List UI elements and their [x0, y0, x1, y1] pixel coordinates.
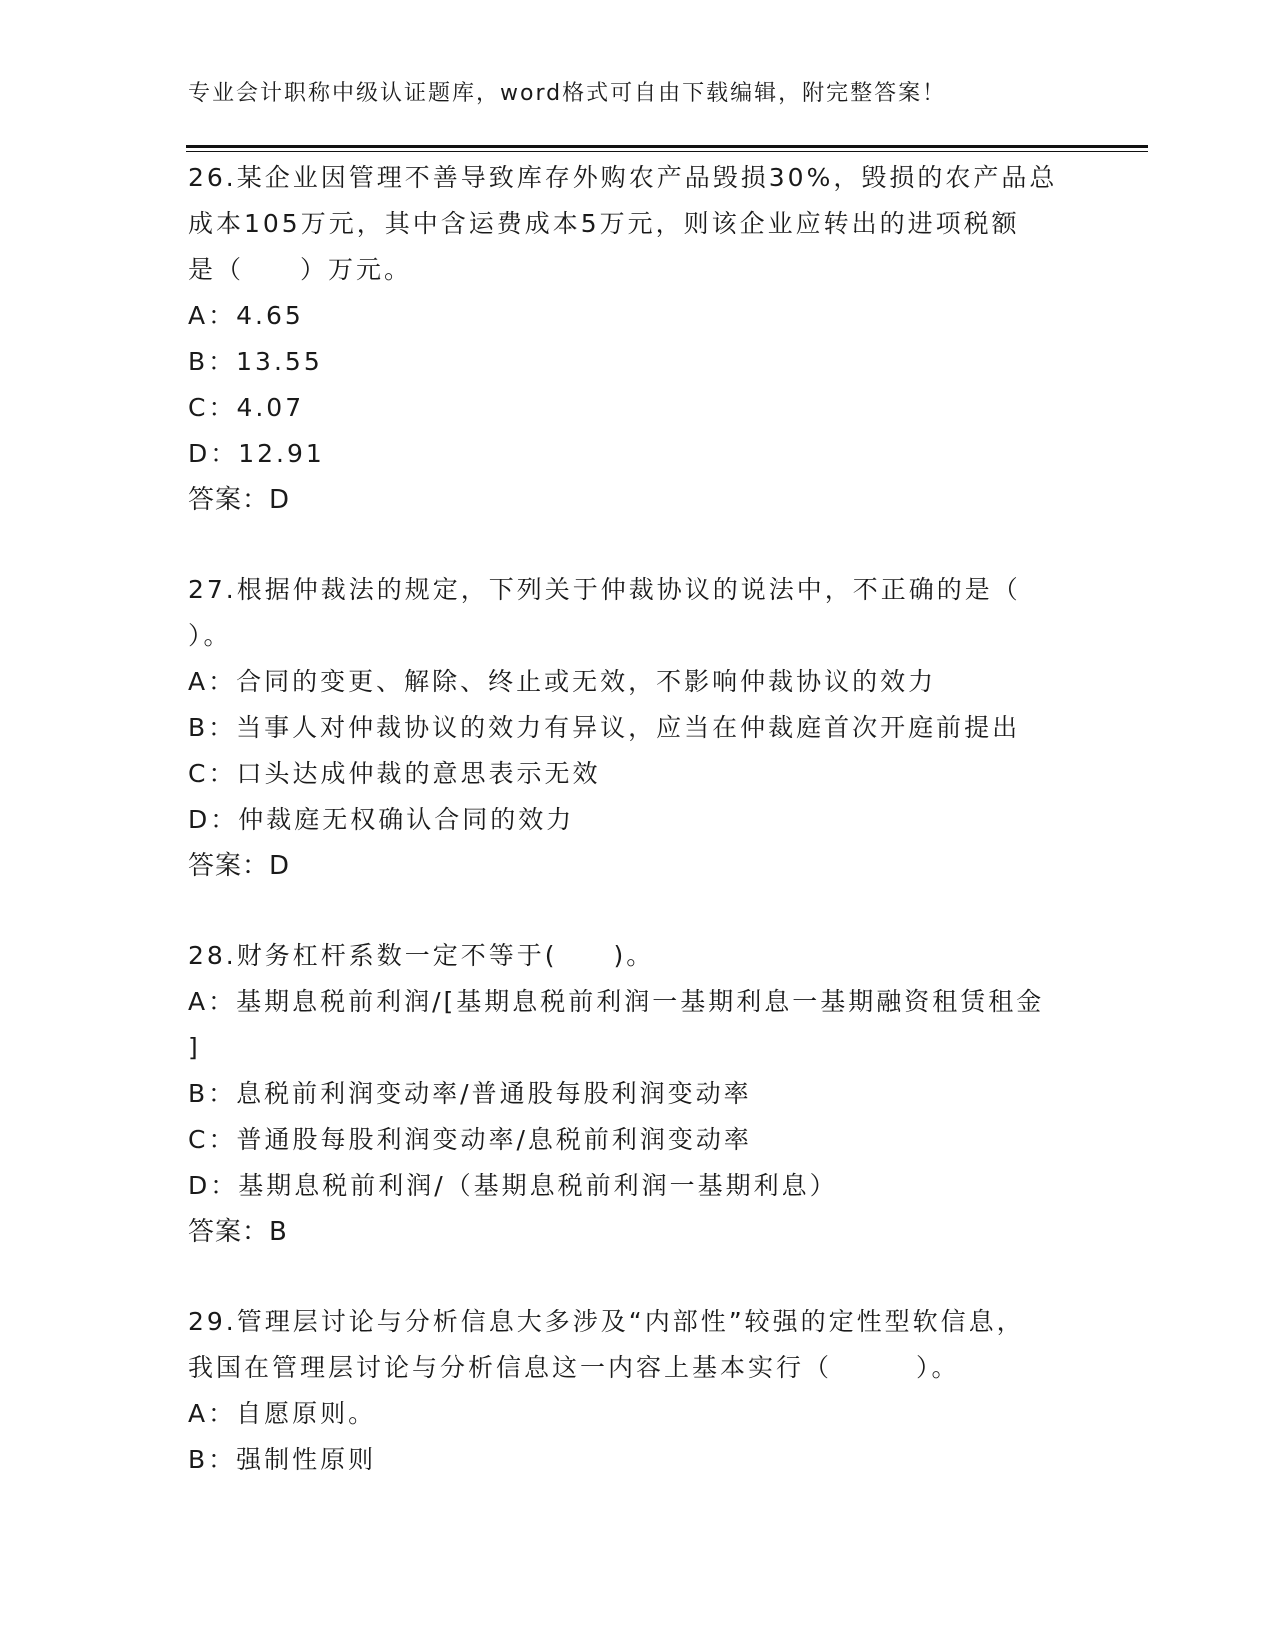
option-a: A：基期息税前利润/[基期息税前利润一基期利息一基期融资租赁租金	[188, 987, 1045, 1016]
option-a: A：4.65	[188, 301, 304, 330]
question-stem-line: ）。	[188, 621, 232, 650]
spacer	[188, 889, 1088, 933]
option-a-continued: ]	[188, 1033, 201, 1062]
answer: 答案：D	[188, 851, 291, 881]
option-a: A：合同的变更、解除、终止或无效，不影响仲裁协议的效力	[188, 667, 937, 696]
spacer	[188, 1255, 1088, 1299]
header-rule-thick	[186, 145, 1148, 148]
question-stem-line: 28.财务杠杆系数一定不等于( )。	[188, 941, 655, 970]
option-d: D：基期息税前利润/（基期息税前利润一基期利息）	[188, 1171, 838, 1200]
question-stem-line: 我国在管理层讨论与分析信息这一内容上基本实行（ ）。	[188, 1353, 960, 1382]
option-b: B：当事人对仲裁协议的效力有异议，应当在仲裁庭首次开庭前提出	[188, 713, 1021, 742]
question-stem-line: 26.某企业因管理不善导致库存外购农产品毁损30%，毁损的农产品总	[188, 163, 1058, 192]
question-stem-line: 是（ ）万元。	[188, 255, 413, 284]
option-b: B：13.55	[188, 347, 323, 376]
header-rule-thin	[186, 151, 1148, 152]
question-28	[188, 933, 1088, 1255]
question-29	[188, 1299, 1088, 1483]
question-26	[188, 155, 1088, 523]
option-c: C：普通股每股利润变动率/息税前利润变动率	[188, 1125, 752, 1154]
option-b: B：强制性原则	[188, 1445, 377, 1474]
option-d: D：12.91	[188, 439, 325, 468]
option-c: C：口头达成仲裁的意思表示无效	[188, 759, 601, 788]
question-stem-line: 27.根据仲裁法的规定，下列关于仲裁协议的说法中，不正确的是（	[188, 575, 1021, 604]
question-stem-line: 29.管理层讨论与分析信息大多涉及“内部性”较强的定性型软信息，	[188, 1307, 1025, 1336]
answer: 答案：B	[188, 1217, 288, 1247]
question-list	[188, 155, 1088, 1483]
answer: 答案：D	[188, 485, 291, 515]
page-header: 专业会计职称中级认证题库，word格式可自由下载编辑，附完整答案！	[188, 81, 947, 106]
option-b: B：息税前利润变动率/普通股每股利润变动率	[188, 1079, 752, 1108]
option-d: D：仲裁庭无权确认合同的效力	[188, 805, 575, 834]
question-27	[188, 567, 1088, 889]
option-c: C：4.07	[188, 393, 305, 422]
option-a: A：自愿原则。	[188, 1399, 377, 1428]
question-stem-line: 成本105万元，其中含运费成本5万元，则该企业应转出的进项税额	[188, 209, 1020, 238]
spacer	[188, 523, 1088, 567]
